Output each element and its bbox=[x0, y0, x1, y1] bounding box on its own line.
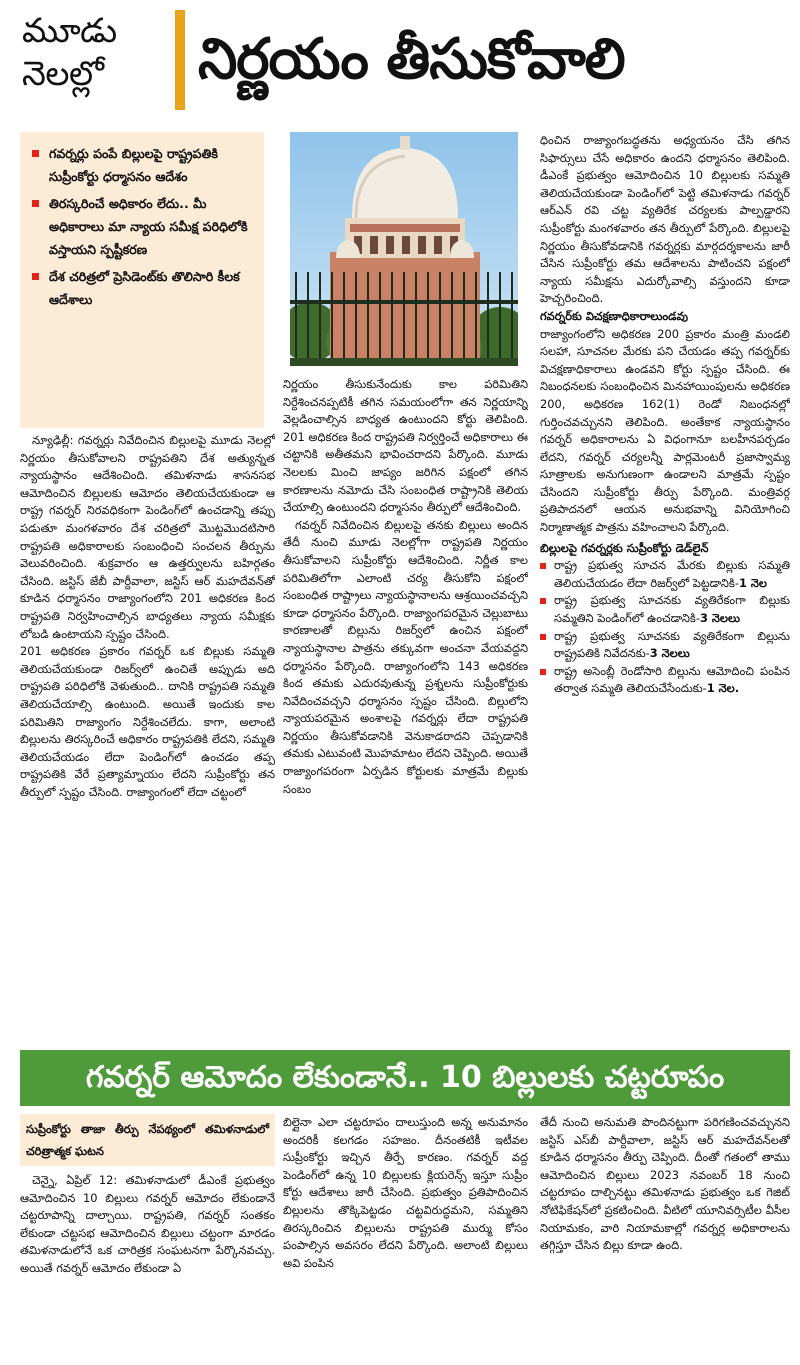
article-paragraph: గవర్నర్ నివేదించిన బిల్లులపై తనకు బిల్లులు అందిన తేదీ నుంచి మూడు నెలల్లోగా రాష్ట్రపతి నిర్ణయం తీసుకోవాలని సుప్రీంకోర్టు ఆదేశించింది. నిర్ణీత కాల పరిమితిలోగా ఎలాంటి చర్య తీసుకోని పక్షంలో సంబంధిత రాష్ట్రాలు న్యాయస్థానాలను ఆశ్రయించవచ్చని కూడా ధర్మాసనం పేర్కొంది. రాజ్యాంగపరమైన చెల్లుబాటు కారణాలతో బిల్లును రిజర్వ్‌లో ఉంచిన పక్షంలో న్యాయస్థానాల పాత్రను తక్కువగా అంచనా వేయవద్దని ధర్మాసనం పేర్కొంది. రాజ్యాంగంలోని 143 అధికరణ కింద తమకు ఎదురవుతున్న ప్రశ్నలను సుప్రీంకోర్టుకు నివేదించవచ్చని ధర్మాసనం స్పష్టం చేసింది. బిల్లులోని న్యాయపరమైన అంశాలపై గవర్నర్లు లేదా రాష్ట్రపతి నిర్ణయం తీసుకోవడానికి వెనుకాడరాదని చెప్పడానికి తమకు ఎటువంటి మొహమాటం లేదని చెప్పింది. అయితే రాజ్యాంగపరంగా ఏర్పడిన కోర్టులకు మాత్రమే బిల్లుకు సంబం bbox=[283, 517, 528, 796]
bottom-subhead: సుప్రీంకోర్టు తాజా తీర్పు నేపథ్యంలో తమిళనాడులో చరిత్రాత్మక ఘటన bbox=[20, 1114, 275, 1166]
deadline-condition: రాష్ట్ర ప్రభుత్వ సూచనకు వ్యతిరేకంగా బిల్లును రాష్ట్రపతికి నివేదనకు- bbox=[554, 628, 790, 661]
highlight-text: దేశ చరిత్రలో ప్రెసిడెంట్‌కు తొలిసారి కీలక ఆదేశాలు bbox=[49, 269, 240, 307]
highlight-text: గవర్నర్లు పంపే బిల్లులపై రాష్ట్రపతికి సుప్రీంకోర్టు ధర్మాసనం ఆదేశం bbox=[49, 146, 218, 184]
bullet-square-icon bbox=[32, 150, 39, 157]
supreme-court-building-photo bbox=[290, 132, 518, 366]
deadline-item bbox=[540, 557, 790, 592]
bullet-square-icon bbox=[32, 200, 39, 207]
highlight-item bbox=[32, 142, 254, 188]
highlight-item bbox=[32, 192, 254, 261]
article-column-2 bbox=[283, 376, 528, 1036]
highlight-text: తిరస్కరించే అధికారం లేదు.. మీ అధికారాలు మా న్యాయ సమీక్ష పరిధిలోకి వస్తాయని స్పష్టీకరణ bbox=[49, 196, 248, 257]
article-paragraph: న్యూఢిల్లీ: గవర్నర్లు నివేదించిన బిల్లులపై మూడు నెలల్లో నిర్ణయం తీసుకోవాలని రాష్ట్రపతిని దేశ అత్యున్నత న్యాయస్థానం ఆదేశించింది. తమిళనాడు శాసనసభ ఆమోదించిన బిల్లులకు ఆమోదం తెలియచేయకుండా ఆ రాష్ట్ర గవర్నర్ నిరవధికంగా పెండింగ్‌లో ఉంచడాన్ని తప్పు పడుతూ మంగళవారం దేశ చరిత్రలో మొట్టమొదటిసారి రాష్ట్రపతి అధికారాలకు సంబంధించి సంచలన తీర్పును వెలువరించింది. శుక్రవారం ఆ ఉత్తర్వులను బహిర్గతం చేసింది. జస్టిస్ జేబీ పార్దీవాలా, జస్టిస్ ఆర్ మహదేవన్‌తో కూడిన ధర్మాసనం రాజ్యాంగంలోని 201 అధికరణ కింద రాష్ట్రపతి నిర్వహించాల్సిన బాధ్యతలు న్యాయ సమీక్షకు లోబడి ఉంటాయని స్పష్టం చేసింది. bbox=[20, 433, 275, 641]
article-column-3 bbox=[540, 132, 790, 1036]
bottom-column-1 bbox=[20, 1114, 275, 1359]
deadline-condition: రాష్ట్ర ప్రభుత్వ సూచనకు వ్యతిరేకంగా బిల్లుకు సమ్మతిని పెండింగ్‌లో ఉంచడానికి- bbox=[554, 593, 790, 626]
bullet-square-icon bbox=[540, 634, 546, 640]
article-paragraph: చెన్నై, ఏప్రిల్ 12: తమిళనాడులో డీఎంకే ప్రభుత్వం ఆమోదించిన 10 బిల్లులు గవర్నర్ ఆమోదం లేకుండానే చట్టరూపాన్ని దాల్చాయి. రాష్ట్రపతి, గవర్నర్ సంతకం లేకుండా చట్టసభ ఆమోదించిన బిల్లులు చట్టంగా మారడం తమిళనాడులోనే ఒక చారిత్రక సంఘటనగా పేర్కొనవచ్చు. అయితే గవర్నర్ ఆమోదం లేకుండా ఏ bbox=[20, 1173, 275, 1275]
deadline-text bbox=[554, 592, 790, 627]
article-paragraph: తేదీ నుంచి అనుమతి పొందినట్టుగా పరిగణించవచ్చునని జస్టిస్ ఎస్‌బీ పార్దీవాలా, జస్టిస్ ఆర్ మహదేవన్‌లతో కూడిన ధర్మాసనం తీర్పు చెప్పింది. దీంతో గతంలో తాము ఆమోదించిన బిల్లులు 2023 నవంబర్ 18 నుంచి చట్టరూపం దాల్చినట్టు తమిళనాడు ప్రభుత్వం ఒక గెజిట్ నోటిఫికేషన్‌లో ప్రకటించింది. వీటిలో యూనివర్సిటీల వీసీల నియామకం, వారి నియామకాల్లో గవర్నర్ల అధికారాలను తగ్గిస్తూ చేసిన బిల్లు కూడా ఉంది. bbox=[540, 1115, 790, 1253]
page-title: నిర్ణయం తీసుకోవాలి bbox=[198, 27, 625, 92]
deadline-period: 1 నెల bbox=[738, 575, 767, 590]
header bbox=[0, 0, 800, 120]
kicker-line-2: నెలల్లో bbox=[22, 54, 104, 94]
article-column-1 bbox=[20, 432, 275, 1036]
deadline-condition: రాష్ట్ర అసెంబ్లీ రెండోసారి బిల్లును ఆమోదించి పంపిన తర్వాత సమ్మతి తెలియచేసేందుకు- bbox=[554, 663, 790, 696]
supreme-court-building-icon bbox=[290, 132, 518, 366]
bottom-column-2 bbox=[283, 1114, 528, 1359]
bottom-column-3 bbox=[540, 1114, 790, 1359]
article-paragraph: 201 అధికరణ ప్రకారం గవర్నర్ ఒక బిల్లుకు సమ్మతి తెలియచేయకుండా రిజర్వ్‌లో ఉంచితే అప్పుడు అది రాష్ట్రపతి పరిధిలోకి వెళుతుంది.. దానికి రాష్ట్రపతి సమ్మతి తెలియచేయాల్సి ఉంటుంది. అయితే ఇందుకు కాల పరిమితిని రాజ్యాంగం నిర్దేశించలేదు. కాగా, అలాంటి బిల్లులను తిరస్కరించే అధికారం రాష్ట్రపతికి లేదని, సమ్మతి తెలియచేయడం లేదా పెండింగ్‌లో ఉంచడం తప్ప రాష్ట్రపతికి వేరే ప్రత్యామ్నాయం లేదని సుప్రీంకోర్టు తన తీర్పులో స్పష్టం చేసింది. రాజ్యాంగంలో లేదా చట్టంలో bbox=[20, 644, 275, 799]
highlights-box bbox=[20, 132, 264, 428]
bullet-square-icon bbox=[540, 669, 546, 675]
deadline-text bbox=[554, 628, 790, 663]
kicker-line-1: మూడు bbox=[22, 11, 117, 51]
header-kicker bbox=[22, 10, 172, 96]
deadline-item bbox=[540, 628, 790, 663]
article-paragraph: నిర్ణయం తీసుకునేందుకు కాల పరిమితిని నిర్దేశించనప్పటికీ తగిన సమయంలోగా తన నిర్ణయాన్ని వెల్లడించాల్సిన బాధ్యత ఉంటుందని కోర్టు తెలిపింది. 201 అధికరణ కింద రాష్ట్రపతి నిర్వర్తించే అధికారాలు ఈ చట్టానికి అతీతమని భావించరాదని పేర్కొంది. మూడు నెలలకు మించి జాప్యం జరిగిన పక్షంలో తగిన కారణాలను నమోదు చేసి సంబంధిత రాష్ట్రానికి తెలియ చేయాల్సి ఉంటుందని ధర్మాసనం తీర్పులో ఆదేశించింది. bbox=[283, 377, 528, 515]
bullet-square-icon bbox=[540, 598, 546, 604]
article-paragraph: బిల్లైనా ఎలా చట్టరూపం దాలుస్తుంది అన్న అనుమానం అందరికీ కలగడం సహజం. దీనంతటికీ ఇటీవల సుప్రీంకోర్టు ఇచ్చిన తీర్పే కారణం. గవర్నర్ వద్ద పెండింగ్‌లో ఉన్న 10 బిల్లులకు క్లియరెన్స్ ఇస్తూ సుప్రీం కోర్టు ఆదేశాలు జారీ చేసింది. ప్రభుత్వం ప్రతిపాదించిన బిల్లులను తొక్కిపెట్టడం చట్టవిరుద్ధమని, సమ్మతిని తిరస్కరించిన బిల్లులను రాష్ట్రపతి ముర్ము కోసం పంపాల్సిన అవసరం లేదని పేర్కొంది. అలాంటి బిల్లులు అవి పంపిన bbox=[283, 1115, 528, 1270]
deadline-period: 3 నెలలు bbox=[649, 646, 690, 661]
deadline-text bbox=[554, 663, 790, 698]
deadline-item bbox=[540, 663, 790, 698]
bullet-square-icon bbox=[540, 563, 546, 569]
section-subhead: బిల్లులపై గవర్నర్లకు సుప్రీంకోర్టు డెడ్‌లైన్ bbox=[540, 540, 709, 555]
deadline-period: 1 నెల. bbox=[706, 681, 740, 696]
article-paragraph: ధించిన రాజ్యాంగబద్ధతను అధ్యయనం చేసి తగిన సిఫార్సులు చేసే అధికారం ఉందని ధర్మాసనం తెలిపింది. డీఎంకే ప్రభుత్వం ఆమోదించిన 10 బిల్లులకు సమ్మతి తెలియచేయకుండా పెండింగ్‌లో పెట్టి తమిళనాడు గవర్నర్ ఆర్‌ఎన్ రవి చట్ట వ్యతిరేక చర్యలకు పాల్పడ్డారని సుప్రీంకోర్టు మంగళవారం తన తీర్పులో పేర్కొంది. బిల్లులపై నిర్ణయం తీసుకోవడానికి గవర్నర్లకు మార్గదర్శకాలను జారీ చేసిన సుప్రీంకోర్టు తమ ఆదేశాలను పాటించని పక్షంలో న్యాయ సమీక్షను ఎదుర్కోవాల్సి వస్తుందని కూడా హెచ్చరించింది. bbox=[540, 133, 790, 306]
deadline-period: 3 నెలలు bbox=[699, 611, 740, 626]
highlight-item bbox=[32, 265, 254, 311]
banner-headline: గవర్నర్ ఆమోదం లేకుండానే.. 10 బిల్లులకు చట్టరూపం bbox=[20, 1050, 790, 1106]
header-accent-bar bbox=[175, 10, 185, 110]
deadline-item bbox=[540, 592, 790, 627]
deadline-condition: రాష్ట్ర ప్రభుత్వ సూచన మేరకు బిల్లుకు సమ్మతి తెలియచేయడం లేదా రిజర్వ్‌లో పెట్టడానికి- bbox=[554, 558, 790, 590]
section-subhead: గవర్నర్‌కు విచక్షణాధికారాలుండవు bbox=[540, 308, 688, 323]
article-paragraph: రాజ్యాంగంలోని అధికరణ 200 ప్రకారం మంత్రి మండలి సలహా, సూచనల మేరకు పని చేయడం తప్ప గవర్నర్‌కు విచక్షణాధికారాలు ఉండవని కోర్టు స్పష్టం చేసింది. ఈ నిబంధనలకు సంబంధించిన మినహాయింపులను అధికరణ 200, అధికరణ 162(1) రెండో నిబంధనల్లో గుర్తించవచ్చునని తెలిపింది. అంతేకాక న్యాయస్థానం గవర్నర్ అధికారాలను ఏ విధంగానూ బలహీనపర్చడం లేదని, గవర్నర్ చర్యలన్నీ పార్లమెంటరీ ప్రజాస్వామ్య సూత్రాలకు అనుగుణంగా ఉండాలని మాత్రమే స్పష్టం చేసిందని సుప్రీంకోర్టు తీర్పు పేర్కొంది. మంత్రివర్గ ప్రతిపాదనలో ఆయన అనుభవాన్ని వినియోగించి నిర్మాణాత్మక పాత్రను వహించాలని పేర్కొంది. bbox=[540, 326, 790, 535]
bullet-square-icon bbox=[32, 273, 39, 280]
deadline-text bbox=[554, 557, 790, 592]
